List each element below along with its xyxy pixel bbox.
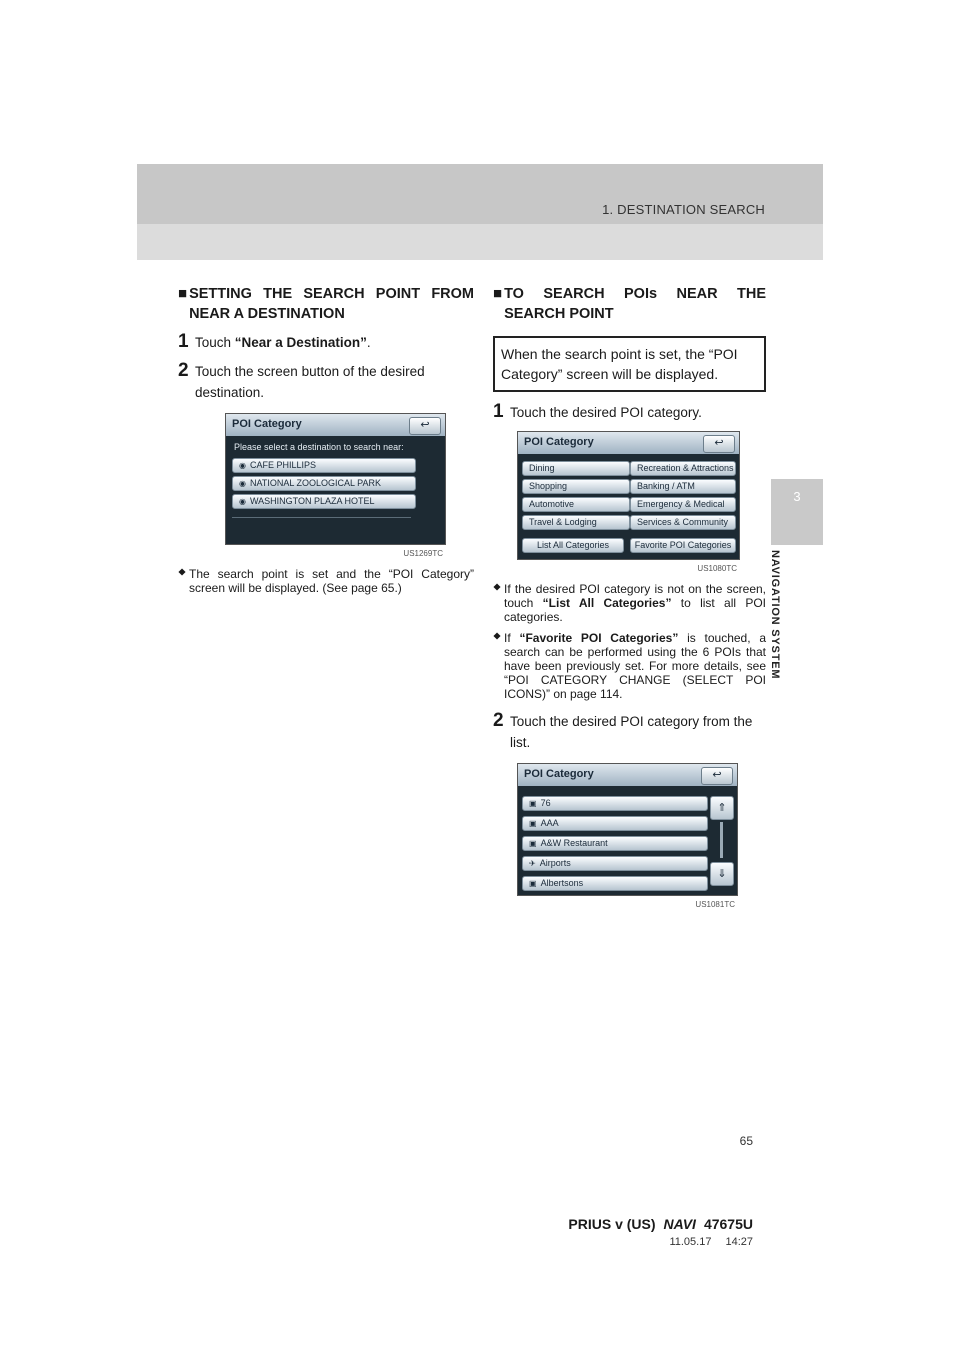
destination-button[interactable] [232,476,416,491]
back-button[interactable]: ↩ [701,767,733,785]
poi-brand-icon: ▣ [529,839,537,848]
bullet-icon: ⯁ [493,632,501,643]
poi-list-item[interactable] [522,796,708,811]
poi-list-item[interactable] [522,876,708,891]
step-number: 1 [178,331,189,352]
image-code: US1080TC [697,564,737,573]
step-button-ref: “Near a Destination” [234,335,367,350]
screen-title: POI Category [524,436,594,448]
poi-icon: ◉ [239,479,246,488]
header-band [137,164,823,224]
poi-list-item[interactable] [522,856,708,871]
screen-title: POI Category [232,418,302,430]
destination-button[interactable] [232,494,416,509]
left-column [178,284,474,595]
step-2 [493,711,766,753]
screen-title-bar [518,432,739,454]
date: 11.05.17 [669,1236,712,1248]
category-travel-lodging[interactable]: Travel & Lodging [522,515,630,530]
chapter-label-container [769,550,793,700]
bullet-note-favorite [493,631,766,701]
scroll-down-button[interactable]: ⇓ [710,862,734,886]
poi-icon: ◉ [239,497,246,506]
chapter-tab [771,479,823,545]
step-text-end: . [366,335,371,350]
screen-title-bar [518,764,737,786]
bullet-icon: ⯁ [493,583,501,594]
bullet-text: If the desired POI category is not on the screen, touch [504,582,766,610]
bullet-button-ref: “List All Categories” [542,596,672,610]
time: 14:27 [725,1236,753,1248]
step-number: 2 [493,710,504,731]
airplane-icon: ✈ [529,859,536,868]
category-automotive[interactable]: Automotive [522,497,630,512]
heading-text: SETTING THE SEARCH POINT FROM NEAR A DESTINATION [189,286,474,322]
step-number: 2 [178,360,189,381]
screenshot-near-destination [225,413,446,558]
favorite-poi-categories-button[interactable]: Favorite POI Categories [630,538,736,553]
poi-label: Albertsons [540,878,584,888]
step-text: Touch the screen button of the desired destination. [195,364,425,400]
page-number: 65 [739,1134,753,1148]
poi-label: Airports [539,858,571,868]
bullet-text-end: is touched, a search can be performed using the 6 POIs that have been previously set. For more details, see “POI CATEGORY CHANGE (SELECT POI ICONS)” on page 114. [504,631,766,701]
heading-text: TO SEARCH POIs NEAR THE SEARCH POINT [504,286,766,322]
poi-icon: ◉ [239,461,246,470]
screen-prompt: Please select a destination to search near: [234,442,404,452]
step-2 [178,361,474,403]
poi-list-item[interactable] [522,836,708,851]
step-1 [178,332,474,353]
bullet-text-end: to list all POI categories. [504,596,766,624]
step-number: 1 [493,401,504,422]
bullet-icon: ⯁ [178,568,186,579]
screen-title-bar [226,414,445,436]
poi-brand-icon: ▣ [529,799,537,808]
poi-brand-icon: ▣ [529,879,537,888]
step-1 [493,402,766,423]
section-title: 1. DESTINATION SEARCH [602,202,765,217]
poi-brand-icon: ▣ [529,819,537,828]
info-box: When the search point is set, the “POI Category” screen will be displayed. [493,336,766,392]
category-shopping[interactable]: Shopping [522,479,630,494]
print-date [669,1236,753,1248]
model-code: 47675U [703,1216,753,1232]
screen-title: POI Category [524,768,594,780]
image-code: US1081TC [695,900,735,909]
destination-label: CAFE PHILLIPS [249,460,317,470]
section-heading [493,284,766,324]
heading-marker: ■ [178,285,188,302]
bullet-text: The search point is set and the “POI Category” screen will be displayed. (See page 65.) [189,567,474,595]
category-dining[interactable]: Dining [522,461,630,476]
section-heading [178,284,474,324]
screenshot-poi-list [517,763,738,909]
model-navi: NAVI [663,1216,696,1232]
step-text: Touch the desired POI category from the list. [510,714,753,750]
bullet-button-ref: “Favorite POI Categories” [519,631,679,645]
back-button[interactable]: ↩ [703,435,735,453]
destination-label: WASHINGTON PLAZA HOTEL [249,496,375,506]
back-button[interactable]: ↩ [409,417,441,435]
scroll-up-button[interactable]: ⇑ [710,796,734,820]
screenshot-poi-category [517,431,740,573]
destination-label: NATIONAL ZOOLOGICAL PARK [249,478,382,488]
poi-list-item[interactable] [522,816,708,831]
header-subband [137,224,823,260]
step-text: Touch the desired POI category. [510,405,702,420]
bullet-text: If [504,631,520,645]
poi-label: A&W Restaurant [540,838,608,848]
right-column [493,284,766,909]
heading-marker: ■ [493,285,503,302]
scroll-track [720,822,723,858]
bullet-note [178,567,474,595]
model-prefix: PRIUS v (US) [568,1216,656,1232]
image-code: US1269TC [403,549,443,558]
model-info [568,1216,753,1232]
category-banking[interactable]: Banking / ATM [630,479,736,494]
category-emergency[interactable]: Emergency & Medical [630,497,736,512]
chapter-label: NAVIGATION SYSTEM [769,550,781,680]
destination-button[interactable] [232,458,416,473]
poi-label: AAA [540,818,559,828]
poi-label: 76 [540,798,551,808]
empty-row-divider [232,517,411,518]
step-text: Touch [195,335,235,350]
category-recreation[interactable]: Recreation & Attractions [630,461,736,476]
category-services[interactable]: Services & Community [630,515,736,530]
bullet-note-list-all [493,582,766,624]
chapter-number: 3 [793,489,801,504]
list-all-categories-button[interactable]: List All Categories [522,538,624,553]
